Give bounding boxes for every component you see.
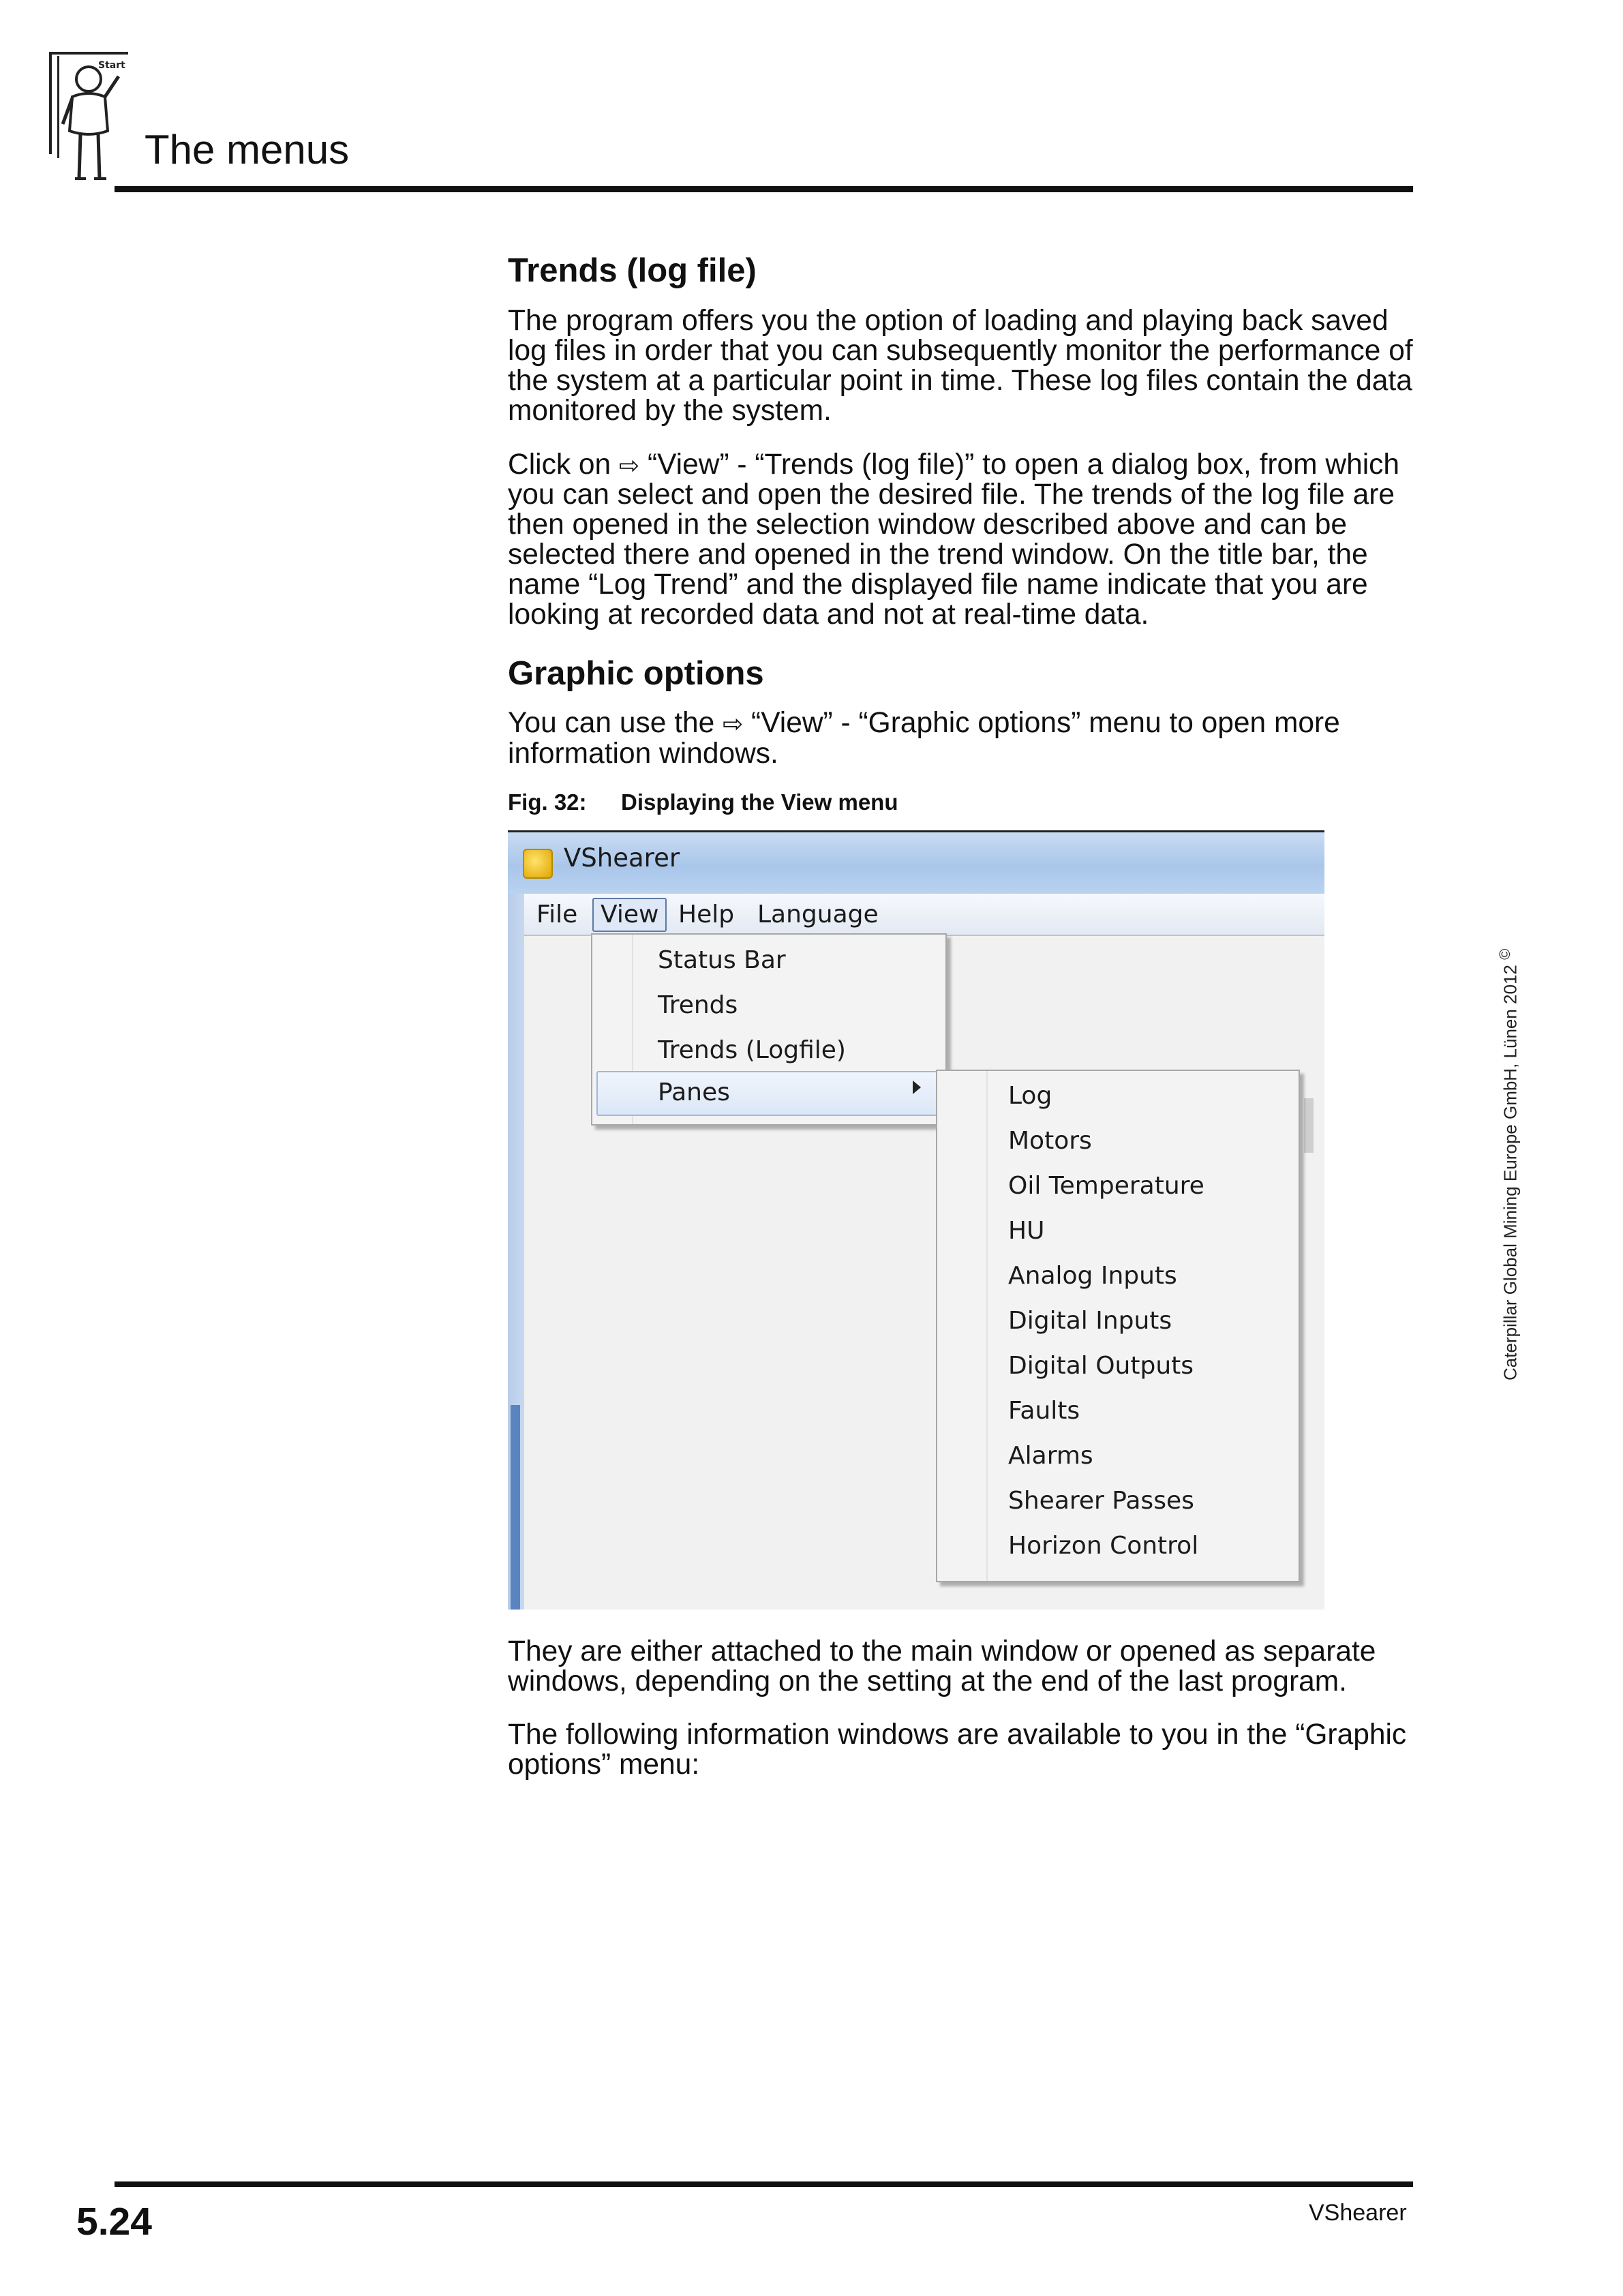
paragraph-intro: The program offers you the option of loading and playing back saved log files in order that you can subsequently monitor the performance of the system at a particular point in time. These log files contain the data monitored by the system. — [508, 304, 1413, 427]
section-title: The menus — [145, 127, 350, 172]
side-copyright — [1496, 949, 1521, 1380]
pane-item-log[interactable]: Log — [1008, 1081, 1052, 1110]
window-title: VShearer — [564, 843, 680, 873]
menu-view[interactable]: View — [592, 898, 667, 932]
pane-item-oil-temperature[interactable]: Oil Temperature — [1008, 1171, 1204, 1200]
figure-number: Fig. 32: — [508, 789, 587, 815]
text-before: Click on — [508, 448, 619, 481]
footer-product: VShearer — [1309, 2200, 1407, 2226]
text-before: You can use the — [508, 707, 723, 740]
figure-caption — [508, 789, 1421, 815]
copyright-icon: © — [1496, 948, 1513, 960]
pane-item-hu[interactable]: HU — [1008, 1216, 1045, 1245]
menu-item-status-bar[interactable]: Status Bar — [658, 946, 786, 974]
view-menu-screenshot — [508, 830, 1324, 1610]
pane-item-motors[interactable]: Motors — [1008, 1126, 1092, 1155]
start-logo — [45, 49, 132, 185]
menu-file[interactable]: File — [536, 900, 578, 928]
menu-item-trends[interactable]: Trends — [658, 991, 738, 1019]
footer-rule — [115, 2181, 1413, 2187]
menubar — [524, 894, 1324, 936]
scrollbar[interactable] — [1304, 1098, 1314, 1153]
paragraph-graphic-options — [508, 708, 1421, 768]
copyright-text: Caterpillar Global Mining Europe GmbH, Lünen 2012 — [1500, 965, 1521, 1380]
arrow-right-icon: ⇨ — [723, 710, 744, 739]
pane-item-alarms[interactable]: Alarms — [1008, 1441, 1093, 1470]
view-dropdown-menu — [591, 933, 947, 1126]
pane-item-digital-inputs[interactable]: Digital Inputs — [1008, 1306, 1172, 1335]
app-icon — [523, 849, 553, 879]
panes-highlight — [596, 1071, 940, 1116]
logo-text: Start — [98, 60, 125, 71]
pane-item-horizon-control[interactable]: Horizon Control — [1008, 1531, 1199, 1560]
menu-gutter — [986, 1071, 988, 1581]
main-content — [508, 251, 1421, 1804]
menu-item-trends-logfile[interactable]: Trends (Logfile) — [658, 1036, 846, 1064]
heading-graphic-options: Graphic options — [508, 654, 764, 692]
figure-caption-text: Displaying the View menu — [621, 789, 898, 815]
header-rule — [115, 186, 1413, 192]
pane-item-analog-inputs[interactable]: Analog Inputs — [1008, 1261, 1177, 1290]
window-frame-accent — [511, 1405, 520, 1610]
pane-item-faults[interactable]: Faults — [1008, 1396, 1080, 1425]
panes-submenu — [936, 1070, 1300, 1582]
text-after: “View” - “Trends (log file)” to open a dialog box, from which you can select and open the desired file. The trends of the log file are then opened in the selection window described above and can be selected there and opened in the trend window. On the title bar, the name “Log Trend” and the displayed file name indicate that you are looking at recorded data and not at real-time data. — [508, 448, 1400, 631]
menu-help[interactable]: Help — [678, 900, 735, 928]
menu-item-panes[interactable]: Panes — [658, 1078, 730, 1106]
pane-item-digital-outputs[interactable]: Digital Outputs — [1008, 1351, 1194, 1380]
arrow-right-icon: ⇨ — [618, 451, 640, 480]
pane-item-shearer-passes[interactable]: Shearer Passes — [1008, 1486, 1194, 1515]
window-titlebar — [508, 832, 1324, 894]
page-number: 5.24 — [76, 2200, 152, 2244]
paragraph-available-windows: The following information windows are available to you in the “Graphic options” menu: — [508, 1719, 1407, 1781]
menu-language[interactable]: Language — [757, 900, 879, 928]
heading-trends-log-file: Trends (log file) — [508, 252, 757, 289]
paragraph-attached-windows: They are either attached to the main window or opened as separate windows, depending on the setting at the end of the last program. — [508, 1635, 1376, 1698]
paragraph-click-on — [508, 450, 1421, 631]
text-after: “View” - “Graphic options” menu to open more information windows. — [508, 707, 1340, 770]
submenu-arrow-icon — [913, 1081, 921, 1094]
